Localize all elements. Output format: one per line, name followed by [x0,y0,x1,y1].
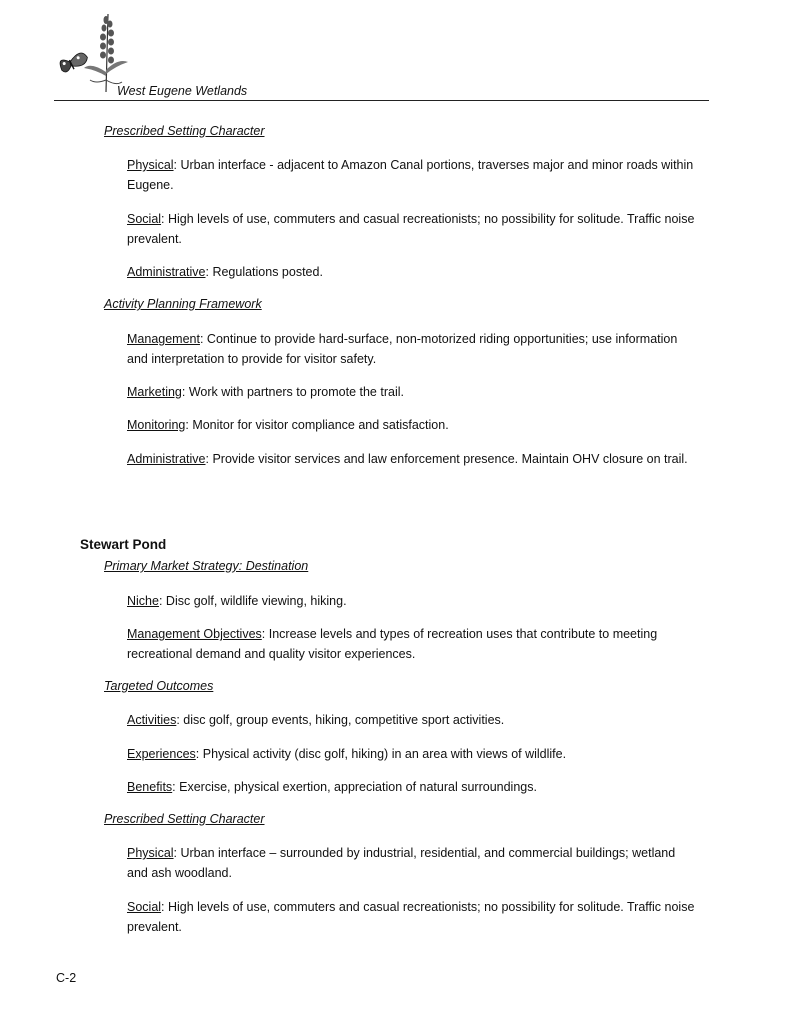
text-physical-2: : Urban interface – surrounded by industrial, residential, and commercial buildings; wetland and ash woodland. [127,846,676,880]
paragraph-marketing [127,382,697,402]
paragraph-activities [127,710,697,730]
paragraph-management-objectives [127,624,697,664]
term-social: Social [127,212,162,226]
paragraph-social-2 [127,897,697,937]
term-physical: Physical [127,158,174,172]
term-niche: Niche [127,594,159,608]
text-administrative-framework: : Provide visitor services and law enforcement presence. Maintain OHV closure on trail. [205,452,688,466]
subheading-prescribed-setting-2: Prescribed Setting Character [104,812,265,826]
paragraph-physical [127,155,697,195]
page-header [54,8,709,102]
term-administrative-framework: Administrative [127,452,206,466]
text-administrative: : Regulations posted. [205,265,323,279]
paragraph-administrative [127,262,697,282]
term-experiences: Experiences [127,747,196,761]
paragraph-management [127,329,697,369]
term-management: Management [127,332,200,346]
text-experiences: : Physical activity (disc golf, hiking) in an area with views of wildlife. [195,747,567,761]
subheading-targeted-outcomes: Targeted Outcomes [104,679,214,693]
paragraph-administrative-framework [127,449,697,469]
paragraph-social [127,209,697,249]
subheading-market-strategy: Primary Market Strategy: Destination [104,559,309,573]
text-management-objectives: : Increase levels and types of recreation uses that contribute to meeting recreational demand and quality visitor experiences. [127,627,658,661]
page-number: C-2 [56,971,77,985]
text-niche: : Disc golf, wildlife viewing, hiking. [158,594,347,608]
subheading-prescribed-setting: Prescribed Setting Character [104,124,265,138]
section-title-stewart-pond: Stewart Pond [80,537,167,552]
term-marketing: Marketing [127,385,182,399]
term-monitoring: Monitoring [127,418,186,432]
term-social-2: Social [127,900,162,914]
header-title: West Eugene Wetlands [117,84,248,98]
text-social: : High levels of use, commuters and casual recreationists; no possibility for solitude. Traffic noise prevalent. [127,212,695,246]
paragraph-monitoring [127,415,697,435]
term-administrative: Administrative [127,265,206,279]
paragraph-niche [127,591,697,611]
text-benefits: : Exercise, physical exertion, appreciation of natural surroundings. [172,780,537,794]
text-management: : Continue to provide hard-surface, non-motorized riding opportunities; use information and interpretation to provide for visitor safety. [127,332,678,366]
subheading-activity-planning: Activity Planning Framework [104,297,262,311]
term-physical-2: Physical [127,846,174,860]
term-activities: Activities [127,713,177,727]
term-benefits: Benefits [127,780,173,794]
text-social-2: : High levels of use, commuters and casual recreationists; no possibility for solitude. Traffic noise prevalent. [127,900,695,934]
text-physical: : Urban interface - adjacent to Amazon Canal portions, traverses major and minor roads within Eugene. [127,158,694,192]
text-activities: : disc golf, group events, hiking, competitive sport activities. [176,713,505,727]
term-management-objectives: Management Objectives [127,627,262,641]
text-marketing: : Work with partners to promote the trail. [181,385,404,399]
paragraph-experiences [127,744,697,764]
header-divider [54,100,709,101]
paragraph-benefits [127,777,697,797]
text-monitoring: : Monitor for visitor compliance and satisfaction. [185,418,449,432]
paragraph-physical-2 [127,843,697,883]
